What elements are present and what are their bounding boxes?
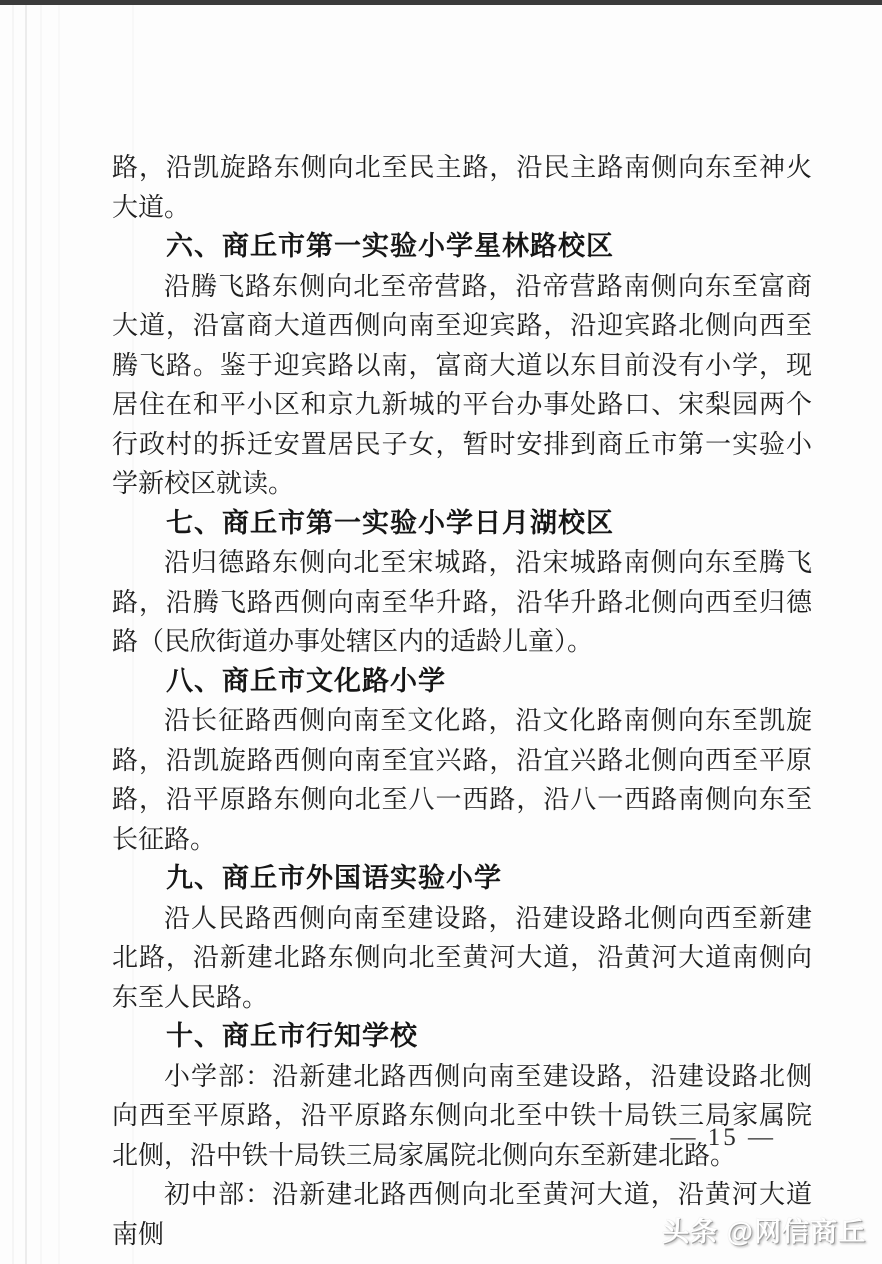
section-heading-9: 九、商丘市外国语实验小学	[166, 863, 502, 893]
scan-streak	[40, 5, 42, 1264]
section-paragraph-middle-school: 初中部：沿新建北路西侧向北至黄河大道，沿黄河大道南侧	[112, 1180, 812, 1249]
section-heading-10: 十、商丘市行知学校	[166, 1021, 418, 1051]
scan-streak	[12, 5, 14, 1264]
document-body	[112, 148, 812, 1254]
section-paragraph-primary-school: 小学部：沿新建北路西侧向南至建设路，沿建设路北侧向西至平原路，沿平原路东侧向北至中铁十局铁三局家属院北侧，沿中铁十局铁三局家属院北侧向东至新建北路。	[112, 1061, 812, 1170]
continuation-line: 路，沿凯旋路东侧向北至民主路，沿民主路南侧向东至神火大道。	[112, 153, 812, 222]
scan-streak	[25, 5, 27, 1264]
page-number: — 15 —	[670, 1124, 776, 1151]
section-paragraph: 沿长征路西侧向南至文化路，沿文化路南侧向东至凯旋路，沿凯旋路西侧向南至宜兴路，沿宜兴路北侧向西至平原路，沿平原路东侧向北至八一西路，沿八一西路南侧向东至长征路。	[112, 706, 812, 854]
section-heading-7: 七、商丘市第一实验小学日月湖校区	[166, 507, 614, 538]
scan-streak	[58, 5, 60, 1264]
section-paragraph: 沿人民路西侧向南至建设路，沿建设路北侧向西至新建北路，沿新建北路东侧向北至黄河大道，沿黄河大道南侧向东至人民路。	[112, 903, 812, 1012]
section-paragraph: 沿归德路东侧向北至宋城路，沿宋城路南侧向东至腾飞路，沿腾飞路西侧向南至华升路，沿华升路北侧向西至归德路（民欣街道办事处辖区内的适龄儿童）。	[112, 548, 812, 656]
section-paragraph: 沿腾飞路东侧向北至帝营路，沿帝营路南侧向东至富商大道，沿富商大道西侧向南至迎宾路，沿迎宾路北侧向西至腾飞路。鉴于迎宾路以南，富商大道以东目前没有小学，现居住在和平小区和京九新城的平台办事处路口、宋梨园两个行政村的拆迁安置居民子女，暂时安排到商丘市第一实验小学新校区就读。	[112, 271, 812, 498]
section-heading-6: 六、商丘市第一实验小学星林路校区	[166, 231, 614, 261]
watermark-toutiao: 头条 @网信商丘	[662, 1217, 866, 1247]
section-heading-8: 八、商丘市文化路小学	[166, 665, 446, 696]
